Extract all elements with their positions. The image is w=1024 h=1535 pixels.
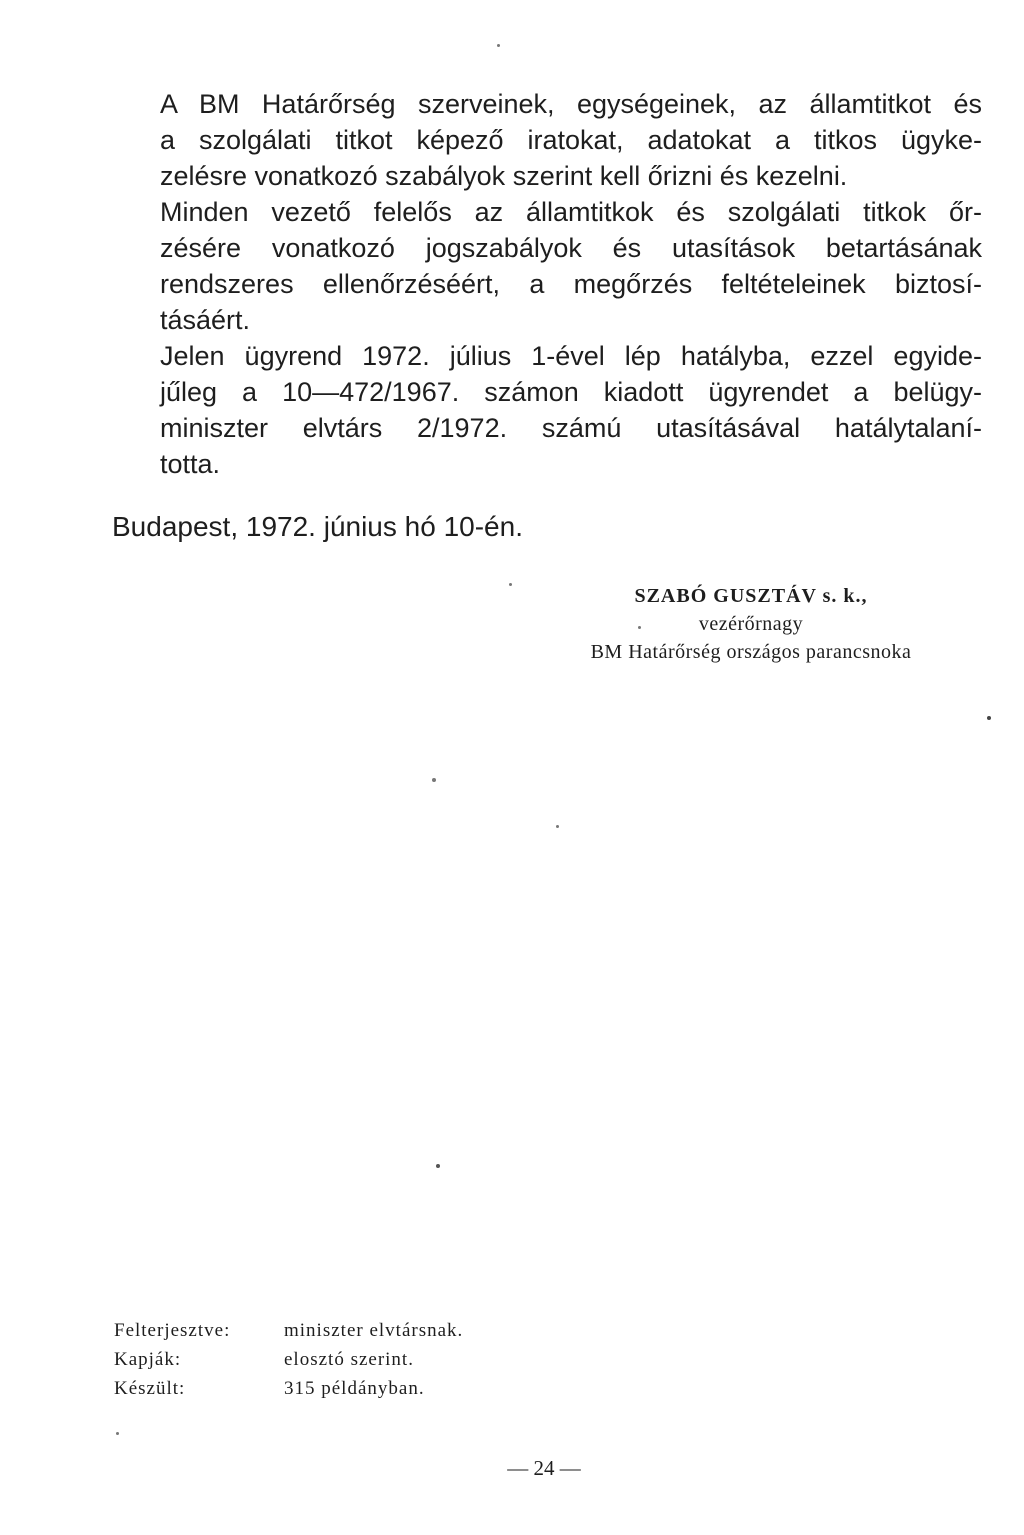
page-number: — 24 —: [507, 1456, 581, 1480]
paragraph-2: [160, 194, 982, 338]
distribution-value: elosztó szerint.: [284, 1349, 414, 1370]
paragraph-line: A BM Határőrség szerveinek, egységeinek, az államtitkot és: [160, 89, 982, 119]
scan-speck: [638, 626, 641, 629]
distribution-row: [114, 1374, 463, 1403]
paragraph-line: zelésre vonatkozó szabályok szerint kell őrizni és kezelni.: [160, 161, 848, 191]
paragraph-line: Minden vezető felelős az államtitkok és szolgálati titkok őr-: [160, 197, 982, 227]
signatory-position: BM Határőrség országos parancsnoka: [590, 641, 912, 663]
paragraph-3: [160, 338, 982, 482]
distribution-value: 315 példányban.: [284, 1378, 425, 1399]
distribution-value: miniszter elvtársnak.: [284, 1320, 464, 1341]
signatory-rank: vezérőrnagy: [698, 613, 804, 635]
distribution-label: Kapják:: [114, 1349, 182, 1370]
distribution-label: Felterjesztve:: [114, 1320, 231, 1341]
distribution-row: [114, 1345, 463, 1374]
distribution-row: [114, 1316, 463, 1345]
paragraph-1: [160, 86, 982, 194]
scan-speck: [556, 825, 559, 828]
scan-speck: [987, 716, 991, 720]
paragraph-line: tásáért.: [160, 305, 251, 335]
scan-speck: [116, 1432, 119, 1435]
paragraph-line: rendszeres ellenőrzéséért, a megőrzés feltételeinek biztosí-: [160, 269, 982, 299]
place-and-date: Budapest, 1972. június hó 10-én.: [112, 511, 523, 542]
paragraph-line: jűleg a 10—472/1967. számon kiadott ügyrendet a belügy-: [160, 377, 982, 407]
paragraph-line: Jelen ügyrend 1972. július 1-ével lép hatályba, ezzel egyide-: [160, 341, 982, 371]
distribution-list: [114, 1316, 463, 1403]
paragraph-line: miniszter elvtárs 2/1972. számú utasításával hatálytalaní-: [160, 413, 982, 443]
paragraph-line: totta.: [160, 449, 221, 479]
signature-block: [520, 582, 982, 666]
scan-speck: [509, 583, 512, 586]
scan-speck: [436, 1164, 440, 1168]
distribution-label: Készült:: [114, 1378, 186, 1399]
scan-speck: [497, 44, 500, 47]
paragraph-line: zésére vonatkozó jogszabályok és utasítások betartásának: [160, 233, 982, 263]
paragraph-line: a szolgálati titkot képező iratokat, adatokat a titkos ügyke-: [160, 125, 982, 155]
signatory-name: SZABÓ GUSZTÁV s. k.,: [634, 585, 868, 607]
scan-speck: [432, 778, 436, 782]
